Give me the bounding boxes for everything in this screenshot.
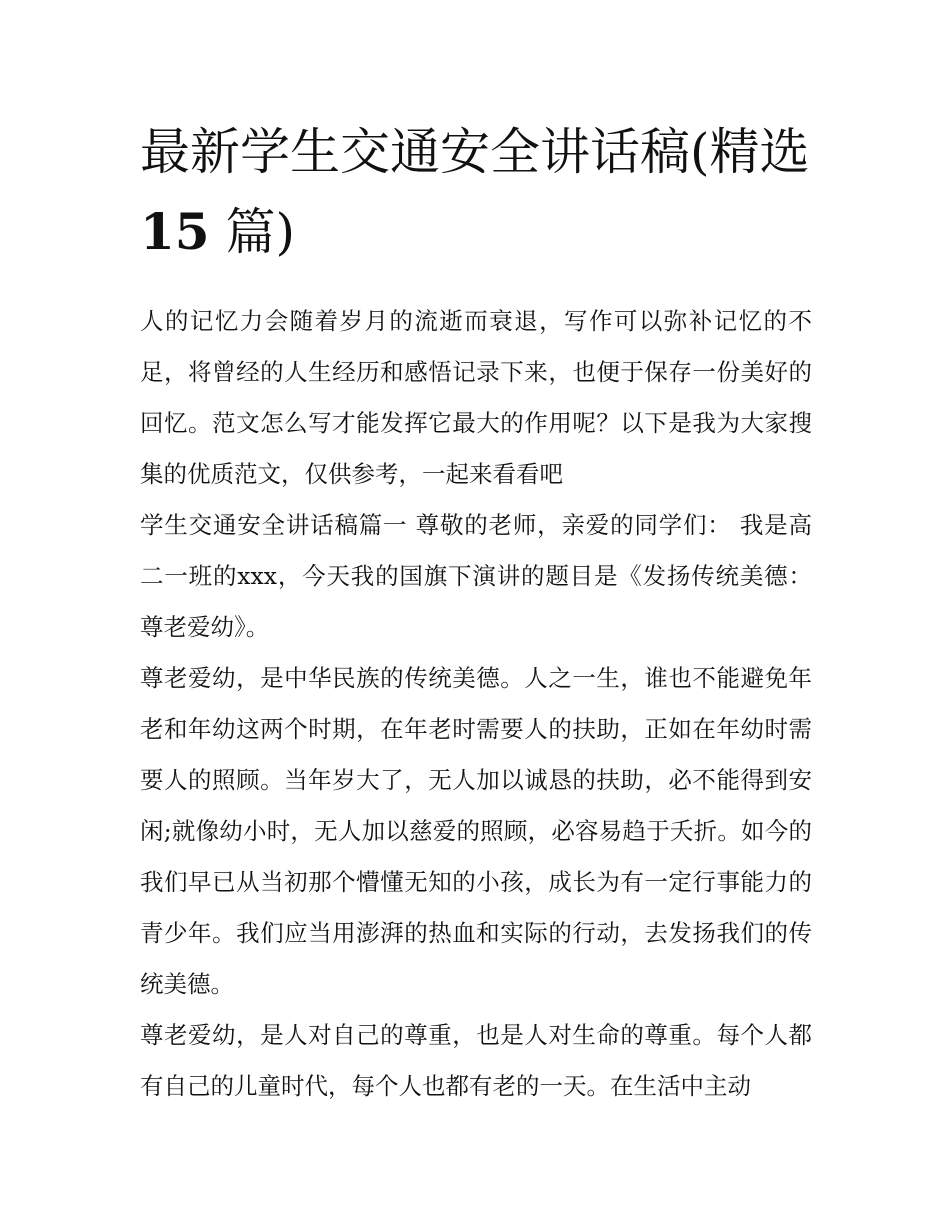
document-title <box>140 112 812 272</box>
paragraph-respect: 尊老爱幼，是人对自己的尊重，也是人对生命的尊重。每个人都有自己的儿童时代，每个人也都有老的一天。在生活中主动 <box>140 1021 812 1100</box>
title-main: 最新学生交通安全讲话稿(精选 <box>140 123 810 181</box>
document-body <box>140 296 812 1112</box>
document-content <box>140 112 812 1112</box>
paragraph-intro: 人的记忆力会随着岁月的流逝而衰退，写作可以弥补记忆的不足，将曾经的人生经历和感悟记录下来，也便于保存一份美好的回忆。范文怎么写才能发挥它最大的作用呢？以下是我为大家搜集的优质范文，仅供参考，一起来看看吧 <box>140 307 812 488</box>
paragraph-speech-opening: 学生交通安全讲话稿篇一 尊敬的老师，亲爱的同学们： 我是高二一班的xxx，今天我的国旗下演讲的题目是《发扬传统美德：尊老爱幼》。 <box>140 511 812 641</box>
title-tail: 篇) <box>209 203 295 261</box>
paragraph-tradition: 尊老爱幼，是中华民族的传统美德。人之一生，谁也不能避免年老和年幼这两个时期，在年老时需要人的扶助，正如在年幼时需要人的照顾。当年岁大了，无人加以诚恳的扶助，必不能得到安闲;就像幼小时，无人加以慈爱的照顾，必容易趋于夭折。如今的我们早已从当初那个懵懂无知的小孩，成长为有一定行事能力的青少年。我们应当用澎湃的热血和实际的行动，去发扬我们的传统美德。 <box>140 664 812 998</box>
title-number: 15 <box>140 202 210 261</box>
